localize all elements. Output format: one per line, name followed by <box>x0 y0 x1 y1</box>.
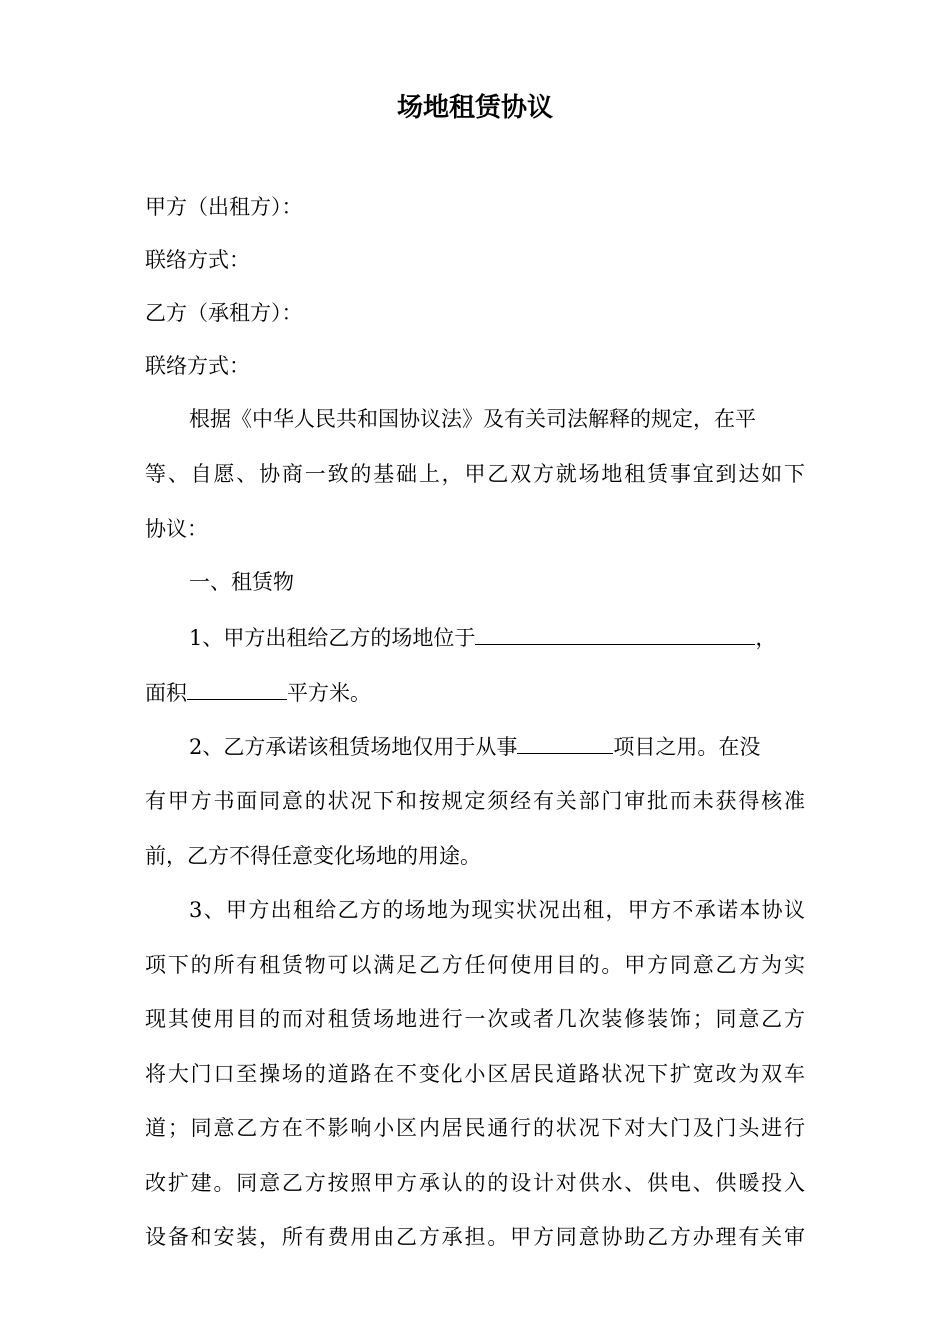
clause-2-suffix: 项目之用。在没 <box>613 735 761 759</box>
section-heading-lease-object: 一、租赁物 <box>189 570 294 594</box>
clause-2-line-2: 有甲方书面同意的状况下和按规定须经有关部门审批而未获得核准 <box>145 789 805 813</box>
area-unit: 平方米。 <box>287 681 371 705</box>
area-label: 面积 <box>145 681 187 705</box>
clause-3-line-7: 设备和安装，所有费用由乙方承担。甲方同意协助乙方办理有关审 <box>145 1225 805 1249</box>
party-b-contact-label: 联络方式： <box>145 354 250 378</box>
clause-3-line-1: 3、甲方出租给乙方的场地为现实状况出租，甲方不承诺本协议 <box>189 898 805 922</box>
clause-1-comma: ， <box>755 626 777 650</box>
clause-2-line-3: 前，乙方不得任意变化场地的用途。 <box>145 844 481 868</box>
project-blank <box>517 731 613 754</box>
clause-1-line-1 <box>189 622 849 653</box>
clause-2-prefix: 2、乙方承诺该租赁场地仅用于从事 <box>189 735 518 759</box>
area-blank <box>187 677 287 700</box>
document-title: 场地租赁协议 <box>396 93 553 123</box>
party-a-label: 甲方（出租方）： <box>145 195 303 219</box>
clause-3-line-2: 项下的所有租赁物可以满足乙方任何使用目的。甲方同意乙方为实 <box>145 953 805 977</box>
clause-2-line-1 <box>189 731 849 762</box>
party-a-contact-label: 联络方式： <box>145 248 250 272</box>
location-blank <box>475 622 755 645</box>
preamble-line-1: 根据《中华人民共和国协议法》及有关司法解释的规定，在平 <box>189 407 756 431</box>
clause-1-line-2 <box>145 677 805 708</box>
clause-3-line-5: 道；同意乙方在不影响小区内居民通行的状况下对大门及门头进行 <box>145 1116 805 1140</box>
preamble-line-2: 等、自愿、协商一致的基础上，甲乙双方就场地租赁事宜到达如下 <box>145 462 805 486</box>
clause-3-line-3: 现其使用目的而对租赁场地进行一次或者几次装修装饰；同意乙方 <box>145 1007 805 1031</box>
clause-3-line-6: 改扩建。同意乙方按照甲方承认的的设计对供水、供电、供暖投入 <box>145 1171 805 1195</box>
clause-3-line-4: 将大门口至操场的道路在不变化小区居民道路状况下扩宽改为双车 <box>145 1062 805 1086</box>
preamble-line-3: 协议： <box>145 517 208 541</box>
party-b-label: 乙方（承租方）： <box>145 301 303 325</box>
clause-1-text: 1、甲方出租给乙方的场地位于 <box>189 626 476 650</box>
